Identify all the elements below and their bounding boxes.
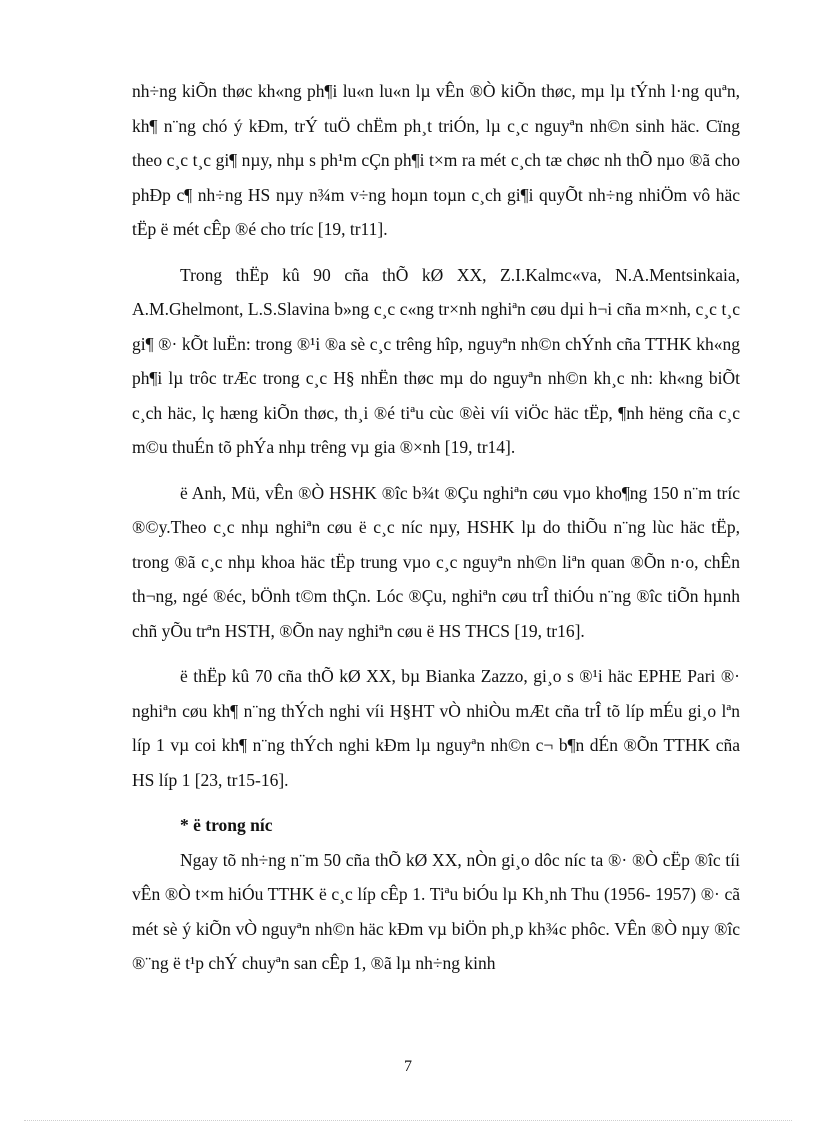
paragraph-continuation: nh÷ng kiÕn thøc kh«ng ph¶i lu«n lu«n lµ vÊn ®Ò kiÕn thøc, mµ lµ tÝnh l·ng quªn, kh¶ n¨ng chó ý kÐm, trÝ tuÖ chËm ph¸t triÓn, lµ c¸c nguyªn nh©n sinh häc. Cïng theo c¸c t¸c gi¶ nµy, nhµ s ph¹m cÇn ph¶i t×m ra mét c¸ch tæ chøc nh thÕ nµo ®ã cho phÐp c¶ nh÷ng HS nµy n¾m v÷ng hoµn toµn c¸ch gi¶i quyÕt nh÷ng nhiÖm vô häc tËp ë mét cÊp ®é cho tríc [19, tr11].	[132, 81, 740, 239]
paragraph-domestic: Ngay tõ nh÷ng n¨m 50 cña thÕ kØ XX, nÒn gi¸o dôc níc ta ®· ®Ò cËp ®îc tíi vÊn ®Ò t×m hiÓu TTHK ë c¸c líp cÊp 1. Tiªu biÓu lµ Kh¸nh Thu (1956- 1957) ®· cã mét sè ý kiÕn vÒ nguyªn nh©n häc kÐm vµ biÖn ph¸p kh¾c phôc. VÊn ®Ò nµy ®îc ®¨ng ë t¹p chÝ chuyªn san cÊp 1, ®ã lµ nh÷ng kinh	[132, 849, 740, 973]
section-heading: * ë trong níc	[180, 815, 273, 835]
page-body	[132, 74, 740, 981]
paragraph-decade-70: ë thËp kû 70 cña thÕ kØ XX, bµ Bianka Zazzo, gi¸o s ®¹i häc EPHE Pari ®· nghiªn cøu kh¶ n¨ng thÝch nghi víi H§HT vÒ nhiÒu mÆt cña trÎ tõ líp mÉu gi¸o lªn líp 1 vµ coi kh¶ n¨ng thÝch nghi kÐm lµ nguyªn nh©n c¬ b¶n dÉn ®Õn TTHK cña HS líp 1 [23, tr15-16].	[132, 666, 740, 790]
paragraph-england-usa: ë Anh, Mü, vÊn ®Ò HSHK ®îc b¾t ®Çu nghiªn cøu vµo kho¶ng 150 n¨m tríc ®©y.Theo c¸c nhµ nghiªn cøu ë c¸c níc nµy, HSHK lµ do thiÕu n¨ng lùc häc tËp, trong ®ã c¸c nhµ khoa häc tËp trung vµo c¸c nguyªn nh©n liªn quan ®Õn n·o, chÊn th¬ng, ngé ®éc, bÖnh t©m thÇn. Lóc ®Çu, nghiªn cøu trÎ thiÓu n¨ng ®îc tiÕn hµnh chñ yÕu trªn HSTH, ®Õn nay nghiªn cøu ë HS THCS [19, tr16].	[132, 482, 740, 641]
page-number: 7	[404, 1058, 412, 1075]
paragraph-decade-90: Trong thËp kû 90 cña thÕ kØ XX, Z.I.Kalmc«va, N.A.Mentsinkaia, A.M.Ghelmont, L.S.Slavina b»ng c¸c c«ng tr×nh nghiªn cøu dµi h¬i cña m×nh, c¸c t¸c gi¶ ®· kÕt luËn: trong ®¹i ®a sè c¸c trêng hîp, nguyªn nh©n chÝnh cña TTHK kh«ng ph¶i lµ trôc trÆc trong c¸c H§ nhËn thøc mµ do nguyªn nh©n kh¸c nh: kh«ng biÕt c¸ch häc, lç hæng kiÕn thøc, th¸i ®é tiªu cùc ®èi víi viÖc häc tËp, ¶nh hëng cña c¸c m©u thuÉn tõ phÝa nhµ trêng vµ gia ®×nh [19, tr14].	[132, 264, 740, 457]
page-bottom-divider	[24, 1120, 792, 1121]
